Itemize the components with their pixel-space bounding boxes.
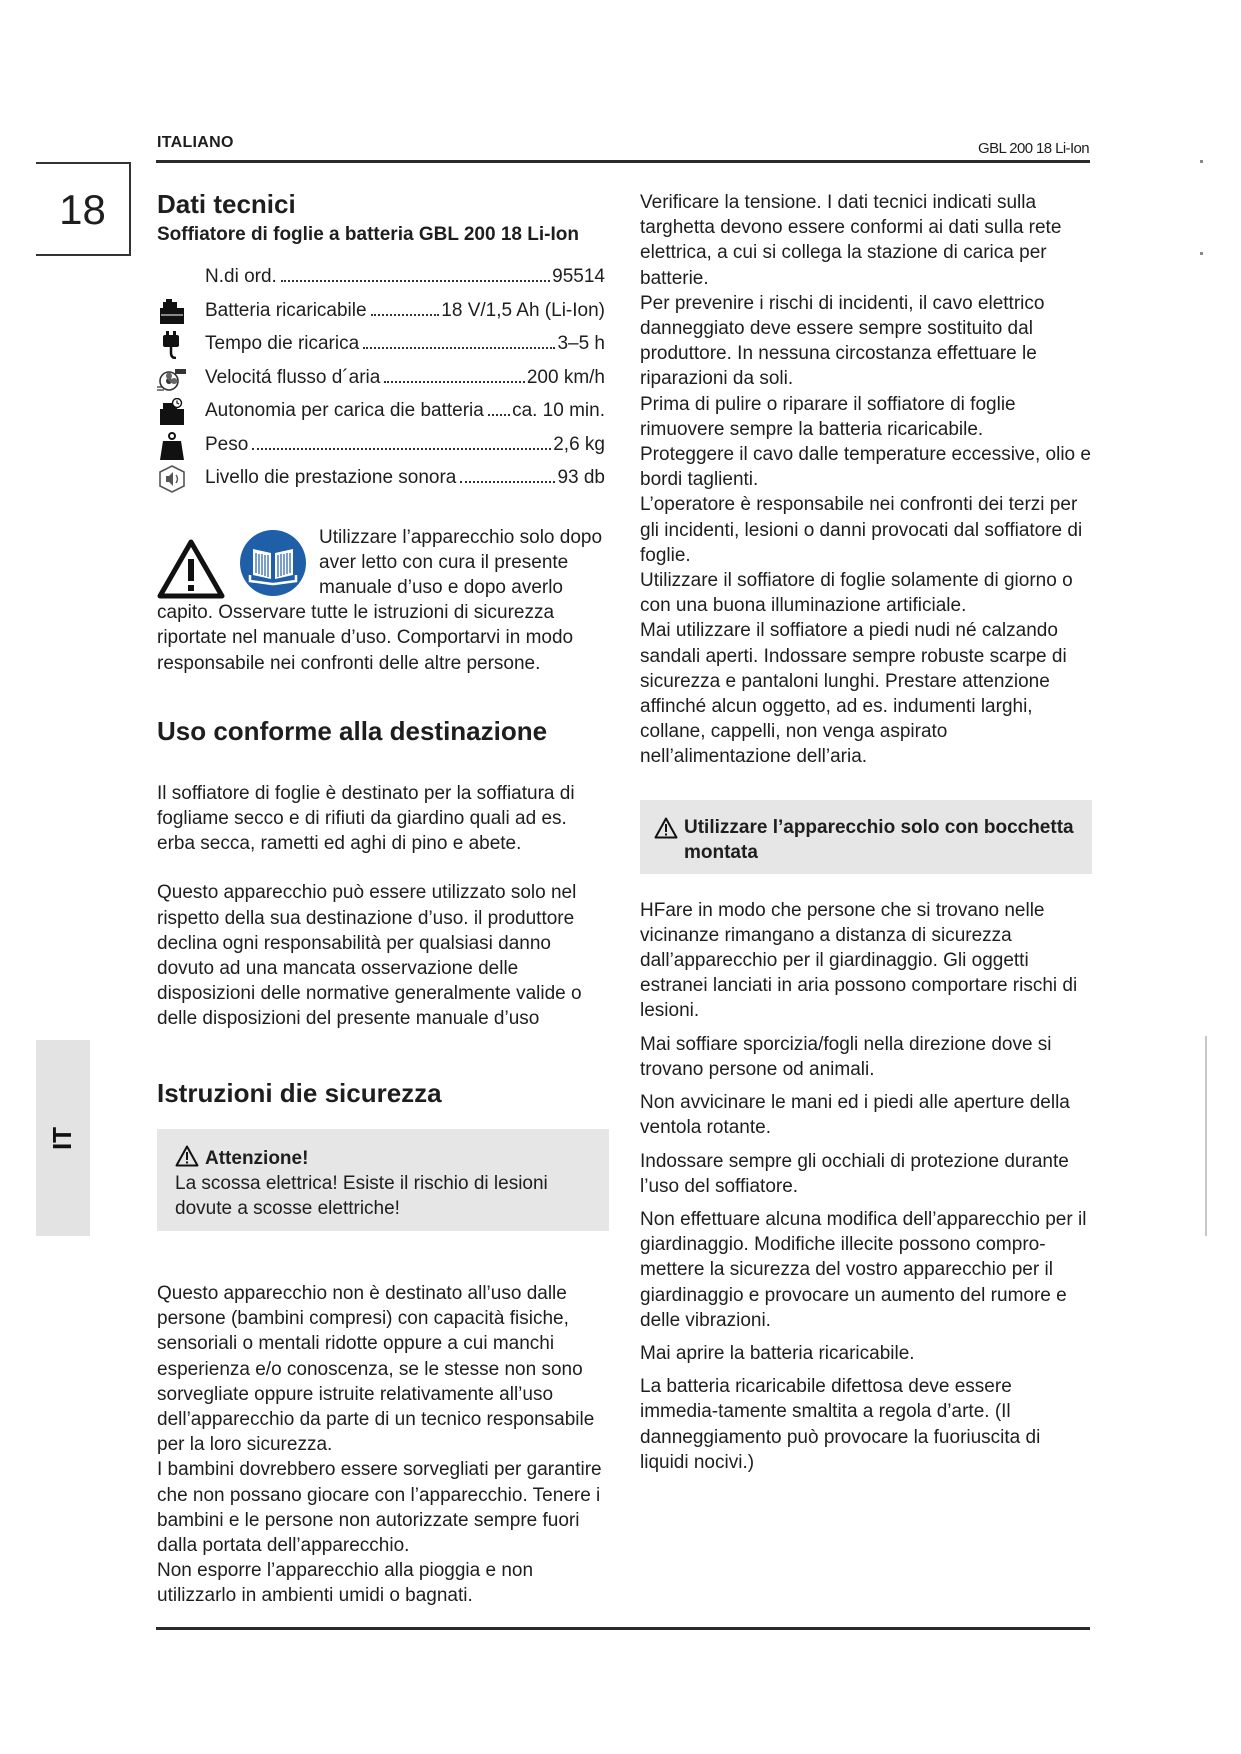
spec-row: [157, 363, 609, 397]
right-intro-1: Verificare la tensione. I dati tecnici indicati sulla targhetta devono essere conformi ai dati sulla rete elettrica, a cui si collega la stazione di carica per batterie.: [640, 192, 1062, 289]
spec-row: [157, 262, 609, 296]
spec-label: Tempo die ricarica: [205, 333, 360, 354]
side-mark-line: [1205, 1036, 1207, 1236]
spec-label: Peso: [205, 433, 249, 455]
rule-7: La batteria ricaricabile difettosa deve essere immedia-tamente smaltita a regola d’arte. (Il danneggiamento può provocare la fuoriuscita di liquidi nocivi.): [640, 1376, 1041, 1473]
footer-rule: [156, 1627, 1090, 1630]
tech-title: Dati tecnici: [157, 189, 296, 219]
language-tab-label-wrap: [36, 1040, 90, 1236]
charger-plug-icon: [157, 331, 187, 359]
battery-icon: [157, 298, 187, 326]
uso-paragraph-2: Questo apparecchio può essere utilizzato solo nel rispetto della sua destinazione d’uso. il produttore declina ogni responsabilità per qualsiasi danno dovuto ad una mancata osservazione delle disposizioni delle normative generalmente valide o delle disposizioni del presente manuale d’uso: [157, 882, 582, 1030]
right-intro-4: Proteggere il cavo dalle temperature eccessive, olio e bordi taglienti.: [640, 444, 1091, 491]
spec-leader: [281, 280, 550, 282]
sound-level-icon: [157, 465, 187, 493]
spec-value: ca. 10 min.: [512, 400, 605, 421]
read-manual-icon: [239, 529, 307, 597]
header-language: ITALIANO: [157, 134, 234, 151]
blower-icon: [157, 365, 187, 393]
spec-value: 95514: [552, 266, 605, 287]
manual-notice-body: Utilizzare l’apparecchio solo dopo aver letto con cura il presente manuale d’uso e dopo averlo capito. Osservare tutte le istruzioni di sicurezza riportate nel manuale d’uso. Comportarvi in modo responsabile nei confronti delle altre persone.: [157, 526, 603, 674]
safety-children: I bambini dovrebbero essere sorvegliati per garantire che non possano giocare con l’apparecchio. Tenere i bambini e le persone non autorizzate sempre fuori dalla portata dell’apparecchio.: [157, 1459, 602, 1556]
right-column: [640, 190, 1092, 1475]
side-mark: [1200, 160, 1203, 163]
warning-triangle-icon: [175, 1145, 199, 1167]
rule-2: Mai soffiare sporcizia/fogli nella direzione dove si trovano persone od animali.: [640, 1033, 1052, 1080]
spec-leader: [384, 381, 525, 383]
uso-title: Uso conforme alla destinazione: [157, 715, 548, 746]
spec-value: 18 V/1,5 Ah (Li-Ion): [441, 299, 605, 321]
side-mark: [1200, 252, 1203, 255]
spec-leader: [252, 448, 551, 450]
left-column: [157, 189, 609, 1609]
page-number: 18: [59, 186, 106, 233]
spec-row: [157, 296, 609, 330]
right-intro-2: Per prevenire i rischi di incidenti, il cavo elettrico danneggiato deve essere sempre sostituito dal produttore. In nessuna circostanza effettuare le riparazioni da soli.: [640, 292, 1045, 390]
tech-subtitle: Soffiatore di foglie a batteria GBL 200 18 Li-Ion: [157, 224, 579, 245]
spec-value: 3–5 h: [557, 333, 605, 354]
uso-paragraph-1: Il soffiatore di foglie è destinato per la soffiatura di fogliame secco e di rifiuti da giardino quali ad es. erba secca, rametti ed aghi di pino e abete.: [157, 782, 575, 855]
spec-row: [157, 430, 609, 464]
rule-5: Non effettuare alcuna modifica dell’apparecchio per il giardinaggio. Modifiche illecite possono compro-mettere la sicurezza del vostro apparecchio per il giardinaggio e provocare un aumento del rumore e delle vibrazioni.: [640, 1208, 1087, 1331]
spec-value: 93 db: [557, 467, 605, 488]
safety-paragraph: Questo apparecchio non è destinato all’uso dalle persone (bambini compresi) con capacità fisiche, sensoriali o mentali ridotte oppure a cui manchi esperienza e/o conoscenza, se le stesse non sono sorvegliate oppure istruite relativamente all’uso dell’apparecchio da parte di un tecnico responsabile per la loro sicurezza.: [157, 1282, 595, 1456]
battery-runtime-icon: [157, 398, 187, 426]
right-intro-5: L’operatore è responsabile nei confronti dei terzi per gli incidenti, lesioni o danni provocati dal soffiatore di foglie.: [640, 494, 1083, 566]
attention-heading: [175, 1145, 591, 1171]
spec-row: [157, 329, 609, 363]
rule-1: HFare in modo che persone che si trovano nelle vicinanze rimangano a distanza di sicurezza dall’apparecchio per il giardinaggio. Gli oggetti estranei lanciati in aria possono comportare rischi di lesioni.: [640, 899, 1078, 1022]
spec-row: [157, 463, 609, 497]
attention-box: [157, 1129, 609, 1231]
language-tab-label: IT: [47, 1126, 78, 1150]
rule-4: Indossare sempre gli occhiali di protezione durante l’uso del soffiatore.: [640, 1150, 1069, 1197]
nozzle-warning-text: Utilizzare l’apparecchio solo con bocchetta montata: [684, 816, 1074, 864]
manual-notice: [157, 525, 609, 676]
spec-leader: [460, 481, 555, 483]
safety-title: Istruzioni die sicurezza: [157, 1077, 442, 1108]
warning-triangle-icon: [157, 539, 225, 599]
spec-leader: [363, 347, 555, 349]
rule-6: Mai aprire la batteria ricaricabile.: [640, 1342, 915, 1364]
attention-title: Attenzione!: [205, 1147, 309, 1169]
right-intro-6: Utilizzare il soffiatore di foglie solamente di giorno o con una buona illuminazione artificiale.: [640, 570, 1073, 617]
spec-label: Batteria ricaricabile: [205, 299, 367, 321]
spec-label: Livello die prestazione sonora: [205, 467, 457, 488]
spec-value: 2,6 kg: [553, 433, 605, 455]
right-intro-7: Mai utilizzare il soffiatore a piedi nudi né calzando sandali aperti. Indossare sempre robuste scarpe di sicurezza e pantaloni lunghi. Prestare attenzione affinché alcun oggetto, ad es. indumenti larghi, collane, cappelli, non venga aspirato nell’alimentazione dell’aria.: [640, 620, 1067, 768]
nozzle-warning-box: [640, 800, 1092, 874]
safety-rain: Non esporre l’apparecchio alla pioggia e non utilizzarlo in ambienti umidi o bagnati.: [157, 1560, 534, 1607]
right-intro-3: Prima di pulire o riparare il soffiatore di foglie rimuovere sempre la batteria ricaricabile.: [640, 393, 1016, 440]
spec-label: Autonomia per carica die batteria: [205, 400, 484, 421]
rule-3: Non avvicinare le mani ed i piedi alle aperture della ventola rotante.: [640, 1092, 1070, 1139]
spec-label: Velocitá flusso d´aria: [205, 366, 381, 388]
weight-icon: [157, 432, 187, 460]
nozzle-warning: [654, 815, 1074, 866]
spec-leader: [371, 314, 440, 316]
spec-list: [157, 262, 609, 497]
header-model: GBL 200 18 Li-Ion: [978, 140, 1089, 157]
warning-triangle-icon: [654, 817, 678, 839]
spec-value: 200 km/h: [526, 366, 605, 388]
spec-label: N.di ord.: [205, 266, 277, 287]
attention-text: La scossa elettrica! Esiste il rischio di lesioni dovute a scosse elettriche!: [175, 1172, 548, 1219]
spec-row: [157, 396, 609, 430]
header-rule: [156, 160, 1090, 163]
spec-leader: [488, 414, 510, 416]
